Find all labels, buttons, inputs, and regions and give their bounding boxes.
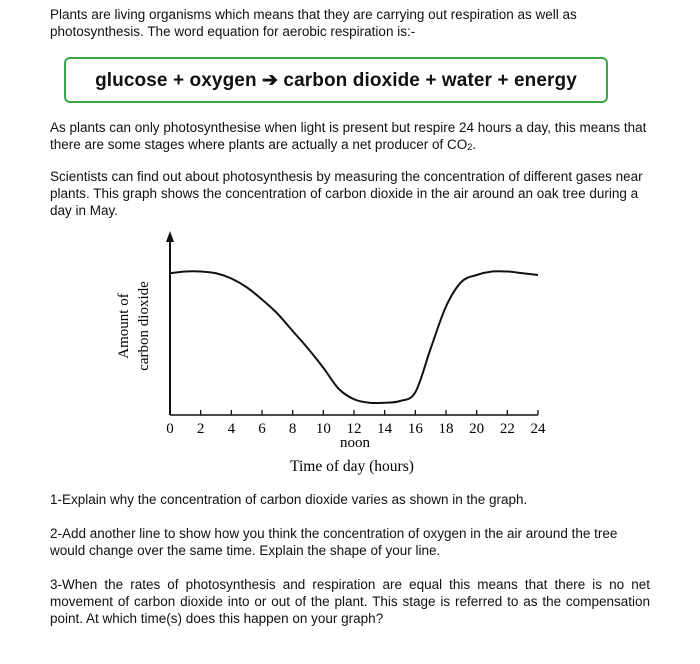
scientists-paragraph: Scientists can find out about photosynthesis by measuring the concentration of different gases near plants. This graph shows the concentration of carbon dioxide in the air around an oak tree during a day in May.	[50, 169, 643, 218]
x-tick-label: 4	[227, 421, 236, 437]
x-tick-label: 6	[258, 421, 266, 437]
x-tick-label: 24	[530, 421, 546, 437]
x-ticks	[166, 410, 546, 437]
net-text: As plants can only photosynthesise when light is present but respire 24 hours a day, this means that there are some stages where plants are actually a net producer of CO	[50, 120, 647, 152]
x-tick-label: 0	[166, 421, 174, 437]
x-tick-label: 16	[407, 421, 423, 437]
y-axis-arrowhead	[166, 231, 174, 242]
x-tick-label: 20	[469, 421, 485, 437]
x-tick-label: 10	[315, 421, 331, 437]
chart-axes	[166, 231, 538, 415]
co2-curve	[170, 271, 538, 403]
x-tick-label: 2	[196, 421, 205, 437]
subscript-2: 2	[467, 142, 473, 152]
x-tick-label: 22	[499, 421, 515, 437]
question-2: 2-Add another line to show how you think the concentration of oxygen in the air around the tree would change over the same time. Explain the shape of your line.	[50, 526, 618, 558]
x-tick-label: 14	[377, 421, 393, 437]
net-text-end: .	[472, 137, 477, 152]
question-3: 3-When the rates of photosynthesis and respiration are equal this means that there is no net movement of carbon dioxide into or out of the plant. This stage is referred to as the compensation point. At which time(s) does this happen on your graph?	[50, 577, 650, 626]
y-axis-label-line1: Amount of	[116, 293, 132, 359]
x-axis-label: Time of day (hours)	[290, 458, 414, 475]
x-tick-label: 12	[346, 421, 362, 437]
y-axis-label-line2: carbon dioxide	[136, 281, 152, 371]
noon-annotation: noon	[340, 435, 370, 451]
co2-line-graph	[100, 226, 570, 478]
intro-paragraph: Plants are living organisms which means that they are carrying out respiration as well as photosynthesis. The word equation for aerobic respiration is:-	[50, 7, 577, 39]
equation-box	[64, 57, 608, 103]
x-tick-label: 18	[438, 421, 454, 437]
net-producer-paragraph	[50, 119, 650, 156]
x-tick-label: 8	[288, 421, 297, 437]
respiration-equation: glucose + oxygen ➔ carbon dioxide + water + energy	[95, 69, 577, 91]
question-1: 1-Explain why the concentration of carbon dioxide varies as shown in the graph.	[50, 492, 528, 507]
